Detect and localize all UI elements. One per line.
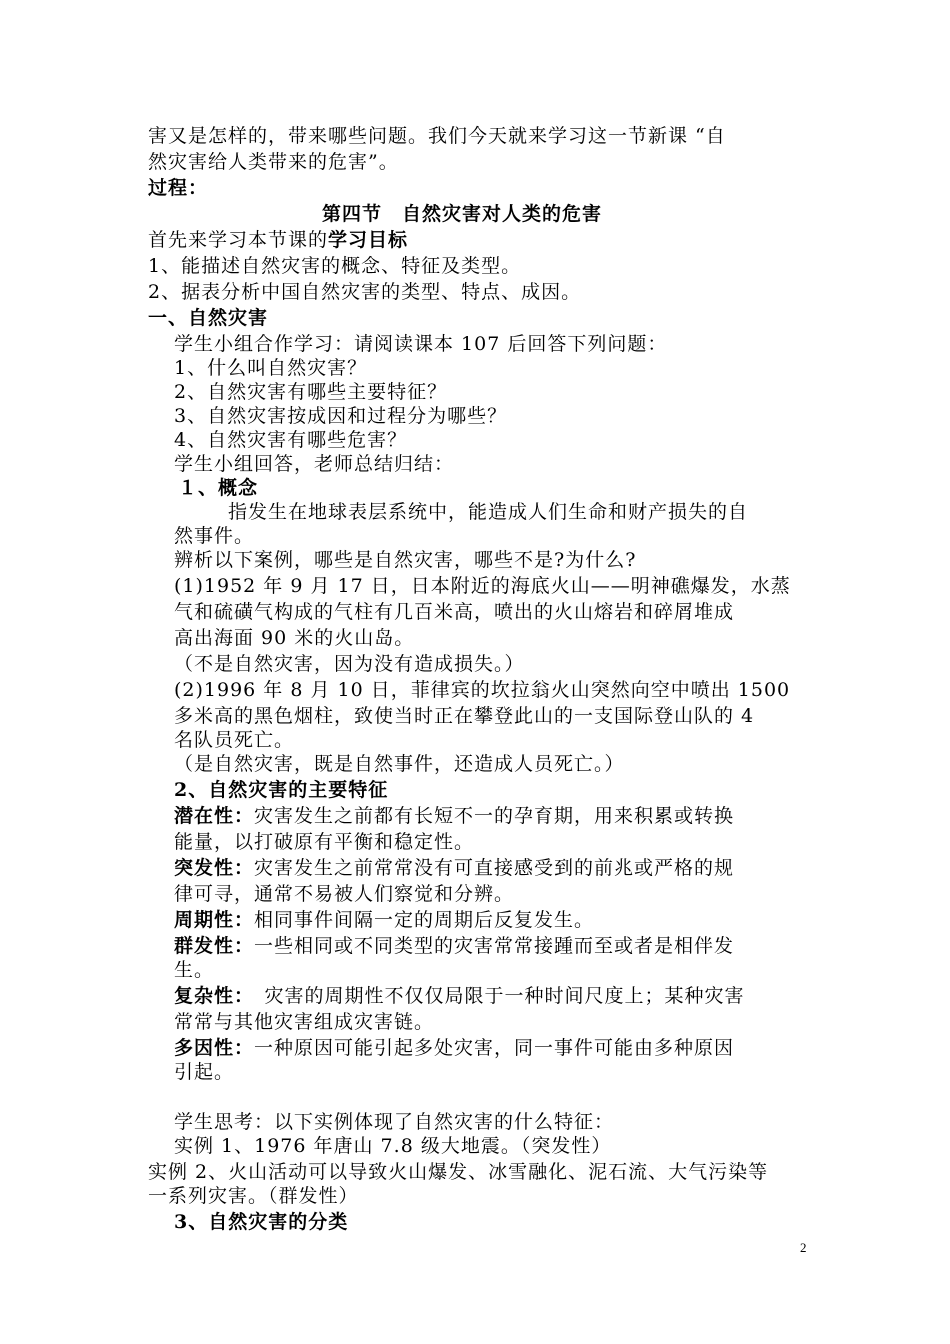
text-line-q1	[174, 356, 367, 380]
text-line-section	[322, 202, 602, 226]
text-line-f6b	[174, 1060, 234, 1084]
text-line-c2b	[174, 704, 754, 728]
text-line-f3	[174, 908, 594, 932]
text: 首先来学习本节课的	[148, 229, 329, 251]
text-line-c1b	[174, 600, 734, 624]
text-line-intro1	[148, 124, 726, 148]
bold-text: 突发性：	[174, 857, 255, 879]
text-line-e2a	[148, 1160, 768, 1184]
text: 4、自然灾害有哪些危害？	[174, 429, 408, 451]
text: 然灾害给人类带来的危害”。	[148, 151, 399, 173]
text-line-think	[174, 1110, 614, 1134]
page-number: 2	[800, 1240, 807, 1255]
bold-text: 潜在性：	[174, 805, 255, 827]
bold-text: 过程：	[148, 177, 209, 199]
text: 灾害发生之前都有长短不一的孕育期，用来积累或转换	[254, 805, 735, 827]
text-line-c2r	[174, 752, 625, 776]
text: 灾害发生之前常常没有可直接感受到的前兆或严格的规	[254, 857, 735, 879]
text: 实例 1、1976 年唐山 7.8 级大地震。（突发性）	[174, 1135, 612, 1157]
text: 指发生在地球表层系统中，能造成人们生命和财产损失的自	[228, 501, 749, 523]
text-line-f6a	[174, 1036, 734, 1060]
text-line-f1a	[174, 804, 734, 828]
text: 律可寻，通常不易被人们察觉和分辨。	[174, 883, 515, 905]
bold-text: １、概念	[178, 477, 259, 499]
text-line-f5b	[174, 1010, 434, 1034]
text-line-process	[148, 176, 208, 200]
text-line-f2a	[174, 856, 734, 880]
bold-text: 多因性：	[174, 1037, 255, 1059]
text: 一些相同或不同类型的灾害常常接踵而至或者是相伴发	[254, 935, 735, 957]
bold-text: 一、自然灾害	[148, 307, 269, 329]
text-line-analyze	[174, 548, 636, 572]
text-line-c1c	[174, 626, 414, 650]
text: 学生小组回答，老师总结归结：	[174, 453, 455, 475]
bold-text: 2、自然灾害的主要特征	[174, 779, 389, 801]
text: 2、自然灾害有哪些主要特征？	[174, 381, 448, 403]
bold-text: 第四节 自然灾害对人类的危害	[322, 203, 603, 225]
bold-text: 学习目标	[328, 229, 409, 251]
text: 灾害的周期性不仅仅局限于一种时间尺度上；某种灾害	[244, 985, 745, 1007]
text-line-goal2	[148, 280, 581, 304]
text-line-h3	[174, 778, 388, 802]
text-line-f1b	[174, 830, 474, 854]
text: 学生思考：以下实例体现了自然灾害的什么特征：	[174, 1111, 615, 1133]
text-line-e2b	[148, 1184, 359, 1208]
text-line-f4a	[174, 934, 734, 958]
bold-text: 复杂性：	[174, 985, 245, 1007]
text-line-intro2	[148, 150, 399, 174]
text: 1、什么叫自然灾害？	[174, 357, 368, 379]
bold-text: 群发性：	[174, 935, 255, 957]
text-line-goal	[148, 228, 408, 252]
text: 气和硫磺气构成的气柱有几百米高，喷出的火山熔岩和碎屑堆成	[174, 601, 735, 623]
text: 辨析以下案例，哪些是自然灾害，哪些不是?为什么?	[174, 549, 637, 571]
text: 名队员死亡。	[174, 729, 295, 751]
text-line-task	[174, 332, 667, 356]
text-line-f2b	[174, 882, 514, 906]
text: 实例 2、火山活动可以导致火山爆发、冰雪融化、泥石流、大气污染等	[148, 1161, 769, 1183]
text-line-answer	[174, 452, 454, 476]
text: 3、自然灾害按成因和过程分为哪些？	[174, 405, 508, 427]
text-line-goal1	[148, 254, 521, 278]
text-line-def1	[228, 500, 748, 524]
bold-text: 3、自然灾害的分类	[174, 1211, 349, 1233]
text: 能量，以打破原有平衡和稳定性。	[174, 831, 475, 853]
text-line-q4	[174, 428, 407, 452]
text: 生。	[174, 959, 215, 981]
text-line-c2c	[174, 728, 294, 752]
text: (1)1952 年 9 月 17 日，日本附近的海底火山——明神礁爆发，水蒸	[174, 575, 791, 597]
text-line-c1r	[174, 652, 525, 676]
text-line-h1	[148, 306, 268, 330]
text: 2、据表分析中国自然灾害的类型、特点、成因。	[148, 281, 582, 303]
text-line-h2	[178, 476, 258, 500]
text: 一种原因可能引起多处灾害，同一事件可能由多种原因	[254, 1037, 735, 1059]
text: (2)1996 年 8 月 10 日，菲律宾的坎拉翁火山突然向空中喷出 1500	[174, 679, 791, 701]
text-line-def2	[174, 524, 254, 548]
bold-text: 周期性：	[174, 909, 255, 931]
text: 1、能描述自然灾害的概念、特征及类型。	[148, 255, 522, 277]
text: （是自然灾害，既是自然事件，还造成人员死亡。）	[174, 753, 625, 775]
text-line-e1	[174, 1134, 611, 1158]
text: 高出海面 90 米的火山岛。	[174, 627, 415, 649]
text: 常常与其他灾害组成灾害链。	[174, 1011, 435, 1033]
text-line-f5a	[174, 984, 745, 1008]
text: 学生小组合作学习：请阅读课本 107 后回答下列问题：	[174, 333, 668, 355]
text: 然事件。	[174, 525, 255, 547]
text: 多米高的黑色烟柱，致使当时正在攀登此山的一支国际登山队的 4	[174, 705, 755, 727]
text-line-c1a	[174, 574, 791, 598]
text-line-q2	[174, 380, 447, 404]
text-line-q3	[174, 404, 507, 428]
text-line-c2a	[174, 678, 790, 702]
text: （不是自然灾害，因为没有造成损失。）	[174, 653, 525, 675]
text-line-f4b	[174, 958, 214, 982]
text: 害又是怎样的，带来哪些问题。我们今天就来学习这一节新课 “自	[148, 125, 726, 147]
text: 引起。	[174, 1061, 235, 1083]
text-line-h4	[174, 1210, 348, 1234]
text: 相同事件间隔一定的周期后反复发生。	[254, 909, 595, 931]
text: 一系列灾害。（群发性）	[148, 1185, 359, 1207]
